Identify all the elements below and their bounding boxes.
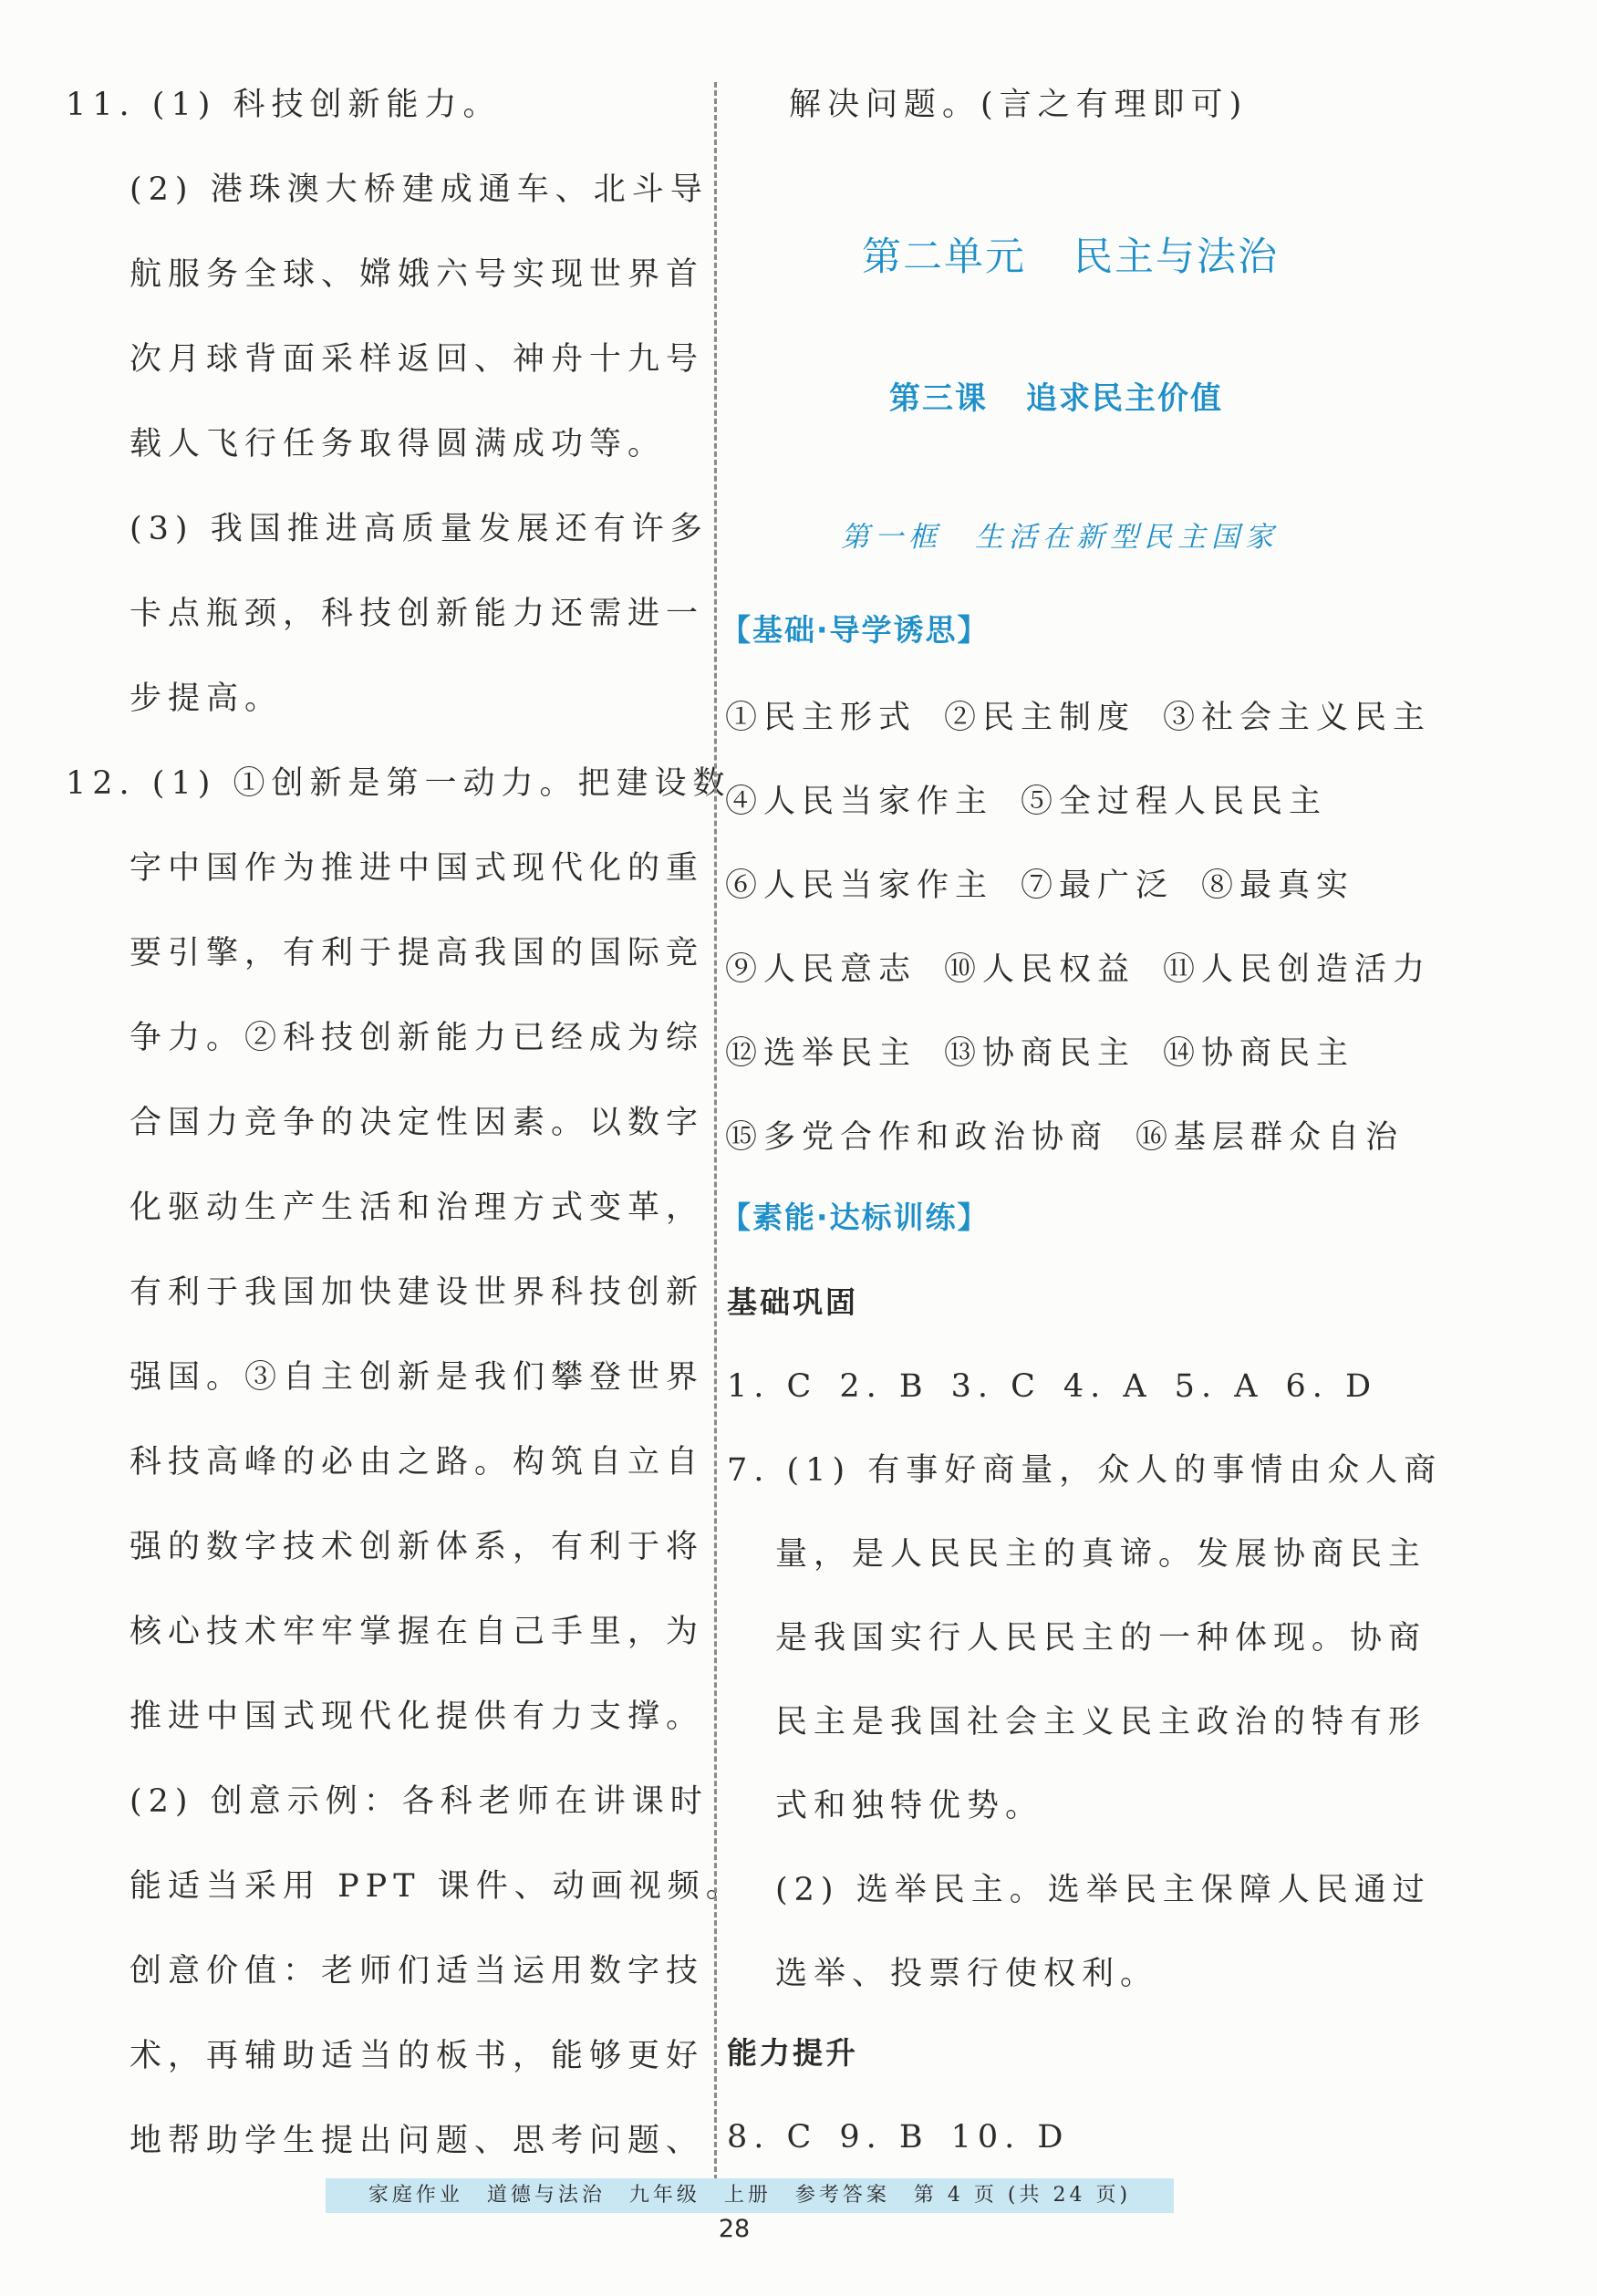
basic-answers	[727, 1364, 1399, 1409]
text-line: 能适当采用 PPT 课件、动画视频。	[130, 1868, 744, 1905]
answer-item: ⑭协商民主	[1163, 1035, 1355, 1072]
answer-item: 4. A	[1063, 1368, 1153, 1405]
frame-name: 生活在新型民主国家	[975, 521, 1279, 554]
basic-heading: 基础巩固	[727, 1284, 858, 1320]
text-line: 推进中国式现代化提供有力支撑。	[130, 1699, 705, 1735]
text-line: 选举、投票行使权利。	[775, 1956, 1159, 1992]
text-line: 12. (1) ①创新是第一动力。把建设数	[66, 765, 731, 802]
answer-item: ④人民当家作主	[725, 784, 994, 820]
lesson-title	[889, 376, 1261, 421]
section-label-training: 【素能·达标训练】	[721, 1200, 990, 1235]
text-line: 量，是人民民主的真谛。发展协商民主	[775, 1536, 1427, 1573]
text-line: 是我国实行人民民主的一种体现。协商	[775, 1620, 1427, 1657]
unit-number: 第二单元	[862, 234, 1026, 280]
lesson-name: 追求民主价值	[1026, 380, 1223, 417]
answer-item: 2. B	[839, 1368, 929, 1405]
text-line: 核心技术牢牢掌握在自己手里，为	[130, 1614, 705, 1650]
text-line: 强的数字技术创新体系，有利于将	[130, 1529, 705, 1565]
text-line: 民主是我国社会主义民主政治的特有形	[775, 1704, 1427, 1740]
text-line: 有利于我国加快建设世界科技创新	[130, 1274, 705, 1311]
ability-answers	[727, 2114, 1091, 2160]
section-label-guide: 【基础·导学诱思】	[721, 612, 990, 648]
answer-row	[725, 1031, 1382, 1076]
answer-item: 3. C	[950, 1368, 1042, 1405]
answer-item: 1. C	[727, 1368, 818, 1405]
page-number: 28	[718, 2215, 751, 2243]
answer-item: 8. C	[727, 2119, 818, 2156]
unit-title	[862, 230, 1326, 285]
answer-item: ②民主制度	[944, 700, 1136, 736]
answer-item: ①民主形式	[725, 700, 918, 736]
answer-row	[725, 1115, 1431, 1160]
answer-item: ⑦最广泛	[1021, 867, 1175, 904]
answer-item: ⑪人民创造活力	[1163, 951, 1432, 988]
footer-text: 家庭作业 道德与法治 九年级 上册 参考答案 第 4 页 (共 24 页)	[368, 2184, 1132, 2207]
answer-item: 6. D	[1285, 1368, 1378, 1405]
unit-name: 民主与法治	[1073, 234, 1279, 280]
answer-item: ⑤全过程人民民主	[1021, 784, 1328, 820]
answer-item: ⑫选举民主	[725, 1035, 918, 1072]
answer-item: ⑥人民当家作主	[725, 867, 994, 904]
text-line: 术，再辅助适当的板书，能够更好	[130, 2038, 705, 2074]
text-line: 次月球背面采样返回、神舟十九号	[130, 341, 705, 378]
answer-item: ⑨人民意志	[725, 951, 918, 988]
answer-row	[725, 863, 1382, 909]
answer-item: ③社会主义民主	[1163, 700, 1432, 736]
frame-title	[841, 515, 1312, 559]
text-line: 卡点瓶颈，科技创新能力还需进一	[130, 596, 705, 632]
text-line: 科技高峰的必由之路。构筑自立自	[130, 1444, 705, 1480]
answer-item: ⑧最真实	[1201, 867, 1355, 904]
frame-number: 第一框	[841, 521, 942, 554]
text-line: 步提高。	[130, 680, 284, 717]
text-line: 争力。②科技创新能力已经成为综	[130, 1020, 705, 1056]
footer-band	[326, 2178, 1174, 2213]
answer-item: 5. A	[1174, 1368, 1264, 1405]
lesson-number: 第三课	[889, 380, 988, 417]
continuation-line: 解决问题。(言之有理即可)	[789, 87, 1249, 123]
answer-row	[725, 779, 1354, 825]
text-line: (2) 创意示例：各科老师在讲课时	[130, 1783, 709, 1820]
text-line: (3) 我国推进高质量发展还有许多	[130, 511, 709, 547]
text-line: 强国。③自主创新是我们攀登世界	[130, 1359, 705, 1396]
text-line: 创意价值：老师们适当运用数字技	[130, 1953, 705, 1990]
ability-heading: 能力提升	[727, 2035, 858, 2071]
text-line: 11. (1) 科技创新能力。	[66, 87, 502, 123]
answer-item: 9. B	[839, 2119, 929, 2156]
answer-item: ⑮多党合作和政治协商	[725, 1119, 1109, 1156]
text-line: 化驱动生产生活和治理方式变革，	[130, 1190, 705, 1226]
answer-row	[725, 695, 1458, 741]
answer-item: ⑩人民权益	[944, 951, 1136, 988]
answer-item: 10. D	[950, 2119, 1070, 2156]
answer-item: ⑬协商民主	[944, 1035, 1136, 1072]
text-line: 合国力竞争的决定性因素。以数字	[130, 1105, 705, 1141]
text-line: (2) 港珠澳大桥建成通车、北斗导	[130, 171, 709, 208]
answer-row	[725, 947, 1458, 992]
text-line: 地帮助学生提出问题、思考问题、	[130, 2123, 705, 2159]
text-line: 载人飞行任务取得圆满成功等。	[130, 426, 667, 462]
text-line: 7. (1) 有事好商量，众人的事情由众人商	[727, 1452, 1443, 1489]
text-line: 要引擎，有利于提高我国的国际竞	[130, 935, 705, 971]
answer-item: ⑯基层群众自治	[1136, 1119, 1405, 1156]
text-line: (2) 选举民主。选举民主保障人民通过	[775, 1872, 1431, 1908]
text-line: 航服务全球、嫦娥六号实现世界首	[130, 256, 705, 293]
text-line: 式和独特优势。	[775, 1788, 1044, 1824]
column-divider	[714, 82, 717, 2180]
text-line: 字中国作为推进中国式现代化的重	[130, 850, 705, 887]
